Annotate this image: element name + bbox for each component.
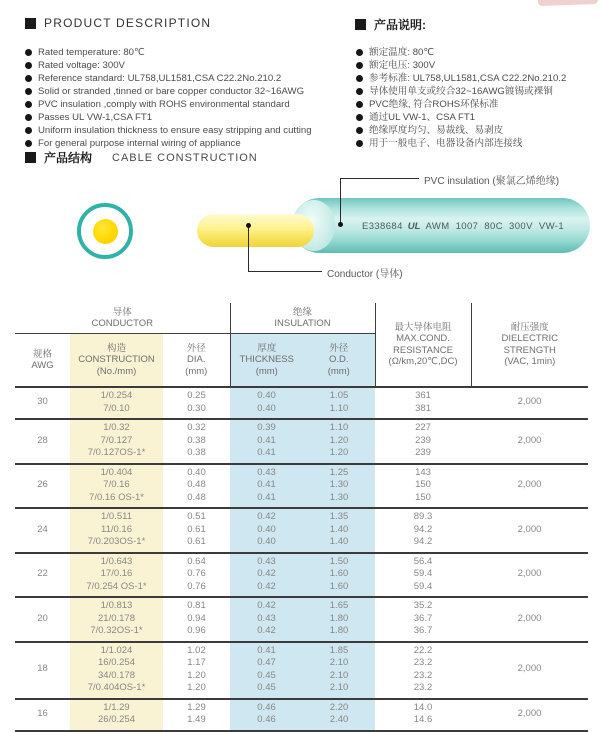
cell-dielectric: 2,000 [517, 707, 542, 719]
spec-item-text: Passes UL VW-1,CSA FT1 [38, 112, 153, 123]
cell-od: 2.20 2.40 [303, 699, 375, 731]
leader-line [248, 227, 249, 271]
product-description-title-cn: 产品说明: [374, 18, 426, 32]
spec-item-text: 参考标准: UL758,UL1581,CSA C22.2No.210.2 [369, 73, 567, 84]
cell-dia: 0.40 0.48 0.48 [187, 466, 206, 503]
spec-item-text: PVC绝缘, 符合ROHS环保标准 [369, 99, 499, 110]
bullet-icon [25, 140, 32, 147]
cell-dia: 1.02 1.17 1.20 1.20 [187, 644, 206, 693]
cell-thickness: 0.42 0.43 0.42 [230, 597, 303, 642]
resistance-column-header: 最大导体电阻 MAX.COND. RESISTANCE (Ω/km,20℃,DC) [375, 303, 471, 387]
cell-dia: 0.32 0.38 0.38 [187, 422, 206, 458]
product-description-title: PRODUCT DESCRIPTION [44, 16, 212, 30]
table-row [15, 699, 588, 731]
spec-item [25, 98, 350, 111]
cell-od: 1.50 1.60 1.60 [303, 553, 375, 598]
spec-item-text: 额定电压: 300V [369, 60, 436, 71]
cropped-logo-fragment [538, 0, 598, 6]
bullet-icon [356, 127, 363, 134]
cell-od: 1.10 1.20 1.20 [303, 419, 375, 464]
spec-item [356, 72, 601, 85]
table-group-header-row [15, 303, 588, 334]
cell-dia: 1.29 1.49 [187, 701, 206, 725]
cell-awg: 24 [37, 523, 48, 535]
spec-item-text: Rated temperature: 80℃ [38, 47, 145, 58]
cell-thickness: 0.46 0.46 [230, 699, 303, 731]
cell-dia: 0.81 0.94 0.96 [187, 600, 206, 636]
od-column-header: 外径 O.D. (mm) [303, 334, 375, 388]
product-description-header-cn [355, 16, 426, 33]
product-description-list-cn [356, 46, 601, 150]
section-square-icon [25, 152, 36, 163]
product-description-header [25, 16, 211, 30]
cell-awg: 16 [37, 707, 48, 719]
cell-construction: 1/0.511 11/0.16 7/0.203OS-1* [70, 508, 163, 553]
cell-awg: 18 [37, 663, 48, 675]
cell-resistance: 143 150 150 [415, 466, 431, 503]
cell-awg: 28 [37, 434, 48, 446]
awg-column-header: 规格 AWG [15, 334, 70, 388]
cable-print-text [340, 221, 586, 232]
bullet-icon [356, 49, 363, 56]
spec-item [25, 111, 350, 124]
bullet-icon [356, 88, 363, 95]
cell-od: 1.25 1.30 1.30 [303, 464, 375, 509]
conductor-core [197, 214, 314, 247]
spec-item [356, 137, 601, 150]
section-square-icon [25, 18, 36, 29]
insulation-group-header: 绝缘 INSULATION [230, 303, 375, 334]
section-square-icon [355, 19, 366, 30]
bullet-icon [25, 75, 32, 82]
cell-dia: 0.51 0.61 0.61 [187, 511, 206, 547]
spec-item [25, 72, 350, 85]
cell-resistance: 361 381 [415, 390, 431, 414]
cell-awg: 26 [37, 479, 48, 490]
spec-item-text: 额定温度: 80℃ [369, 47, 435, 58]
construction-column-header: 构造 CONSTRUCTION (No./mm) [70, 334, 163, 388]
spec-item [25, 46, 350, 59]
spec-item [356, 59, 601, 72]
leader-line [248, 271, 322, 272]
table-row [15, 419, 588, 464]
leader-dot [246, 223, 251, 228]
cable-construction-header [25, 149, 258, 166]
cell-thickness: 0.41 0.47 0.45 0.45 [230, 642, 303, 699]
bullet-icon [356, 114, 363, 121]
spec-item [356, 85, 601, 98]
bullet-icon [356, 62, 363, 69]
cell-resistance: 89.3 94.2 94.2 [413, 511, 433, 547]
cell-construction: 1/0.813 21/0.178 7/0.32OS-1* [70, 597, 163, 642]
bullet-icon [356, 140, 363, 147]
table-row [15, 387, 588, 419]
spec-item-text: Solid or stranded ,tinned or bare copper conductor 32~16AWG [38, 86, 305, 97]
cell-resistance: 35.2 36.7 36.7 [413, 600, 433, 636]
cell-awg: 22 [37, 568, 48, 579]
cell-od: 1.35 1.40 1.40 [303, 508, 375, 553]
table-row [15, 597, 588, 642]
spec-item [356, 111, 601, 124]
spec-table [15, 303, 588, 732]
cell-construction: 1/0.643 17/0.16 7/0.254 OS-1* [70, 553, 163, 598]
cell-od: 1.65 1.80 1.80 [303, 597, 375, 642]
spec-item-text: PVC insulation ,comply with ROHS environmental standard [38, 99, 290, 110]
table-row [15, 553, 588, 598]
cell-awg: 30 [37, 396, 48, 408]
cell-resistance: 14.0 14.6 [413, 701, 433, 725]
dielectric-column-header: 耐压强度 DIELECTRIC STRENGTH (VAC, 1min) [471, 303, 588, 387]
leader-line [340, 178, 419, 179]
spec-item-text: 导体使用单支或绞合32~16AWG镀锡或裸铜 [369, 86, 553, 97]
spec-item-text: Reference standard: UL758,UL1581,CSA C22.2No.210.2 [38, 73, 282, 84]
cell-od: 1.05 1.10 [303, 387, 375, 419]
table-row [15, 642, 588, 699]
spec-item [356, 46, 601, 59]
leader-dot [338, 222, 343, 227]
bullet-icon [25, 101, 32, 108]
spec-item-text: For general purpose internal wiring of appliance [38, 138, 241, 149]
cell-thickness: 0.39 0.41 0.41 [230, 419, 303, 464]
cell-dielectric: 2,000 [517, 612, 542, 624]
cable-print-spec: AWM 1007 80C 300V VW-1 [425, 221, 565, 232]
table-row [15, 508, 588, 553]
dia-column-header: 外径 DIA. (mm) [163, 334, 230, 388]
cell-construction: 1/1.29 26/0.254 [70, 699, 163, 731]
cell-dielectric: 2,000 [517, 434, 542, 446]
cable-print-cert: E338684 [361, 221, 403, 232]
cell-resistance: 56.4 59.4 59.4 [413, 555, 433, 592]
cell-thickness: 0.43 0.41 0.41 [230, 464, 303, 509]
bullet-icon [25, 62, 32, 69]
bullet-icon [25, 127, 32, 134]
spec-item [25, 85, 350, 98]
cell-dielectric: 2,000 [517, 523, 542, 535]
cell-od: 1.85 2.10 2.10 2.10 [303, 642, 375, 699]
spec-item-text: 绝缘厚度均匀、易裁线、易剥皮 [369, 125, 504, 136]
conductor-group-header: 导体 CONDUCTOR [15, 303, 230, 334]
cable-cross-section [77, 203, 133, 259]
conductor-core-icon [93, 219, 118, 244]
cell-dielectric: 2,000 [517, 663, 542, 675]
spec-item-text: Rated voltage: 300V [38, 60, 125, 71]
spec-item-text: 通过UL VW-1、CSA FT1 [369, 112, 476, 123]
cell-dia: 0.25 0.30 [187, 390, 206, 414]
cell-construction: 1/0.32 7/0.127 7/0.127OS-1* [70, 419, 163, 464]
bullet-icon [356, 75, 363, 82]
bullet-icon [25, 114, 32, 121]
cell-thickness: 0.42 0.40 0.40 [230, 508, 303, 553]
pvc-insulation-label: PVC insulation (聚氯乙烯绝缘) [424, 176, 560, 187]
cell-dia: 0.64 0.76 0.76 [187, 555, 206, 592]
spec-item [25, 124, 350, 137]
bullet-icon [356, 101, 363, 108]
spec-item-text: Uniform insulation thickness to ensure easy stripping and cutting [38, 125, 312, 136]
cell-awg: 20 [37, 612, 48, 624]
cell-dielectric: 2,000 [517, 568, 542, 579]
cell-dielectric: 2,000 [517, 479, 542, 490]
cell-construction: 1/1.024 16/0.254 34/0.178 7/0.404OS-1* [70, 642, 163, 699]
bullet-icon [25, 49, 32, 56]
cell-thickness: 0.40 0.40 [230, 387, 303, 419]
cell-resistance: 227 239 239 [415, 422, 431, 458]
spec-item-text: 用于一般电子、电器设备内部连接线 [369, 138, 523, 149]
cell-construction: 1/0.404 7/0.16 7/0.16 OS-1* [70, 464, 163, 509]
cell-thickness: 0.43 0.42 0.42 [230, 553, 303, 598]
spec-item [356, 98, 601, 111]
leader-line [340, 178, 341, 225]
bullet-icon [25, 88, 32, 95]
spec-item [356, 124, 601, 137]
table-row [15, 464, 588, 509]
product-description-list-en [25, 46, 350, 150]
conductor-label: Conductor (导体) [327, 269, 403, 280]
cell-dielectric: 2,000 [517, 396, 542, 408]
spec-table-body [15, 387, 588, 731]
cable-construction-title-cn: 产品结构 [44, 151, 93, 165]
ul-logo-icon: UL [407, 221, 421, 232]
cable-construction-title-en: CABLE CONSTRUCTION [112, 151, 258, 164]
cell-resistance: 22.2 23.2 23.2 23.2 [413, 644, 433, 693]
thickness-column-header: 厚度 THICKNESS (mm) [230, 334, 303, 388]
spec-item [25, 59, 350, 72]
cell-construction: 1/0.254 7/0.10 [70, 387, 163, 419]
